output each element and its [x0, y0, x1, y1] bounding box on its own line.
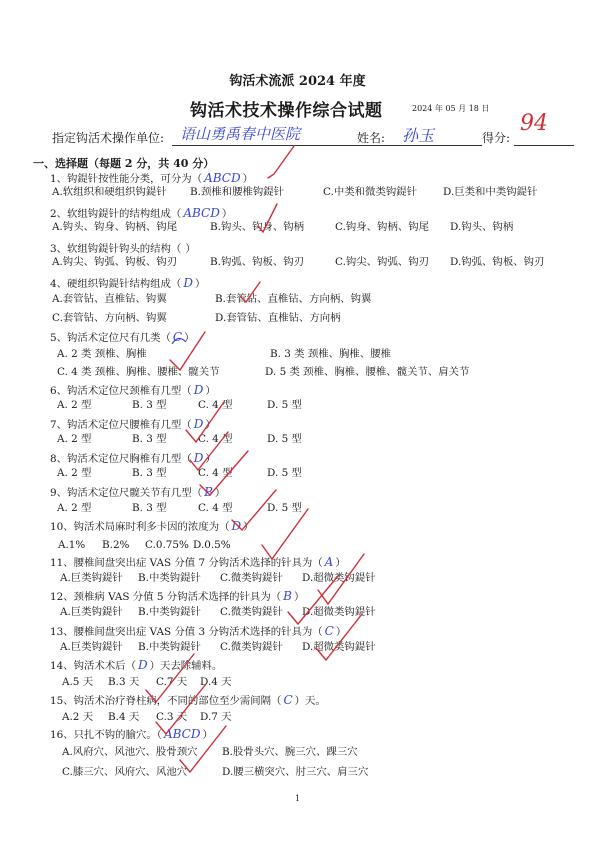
unit-handwritten: 语山勇禹春中医院 [180, 125, 301, 143]
answer-option: B. 3 类 颈椎、胸椎、腰椎 [270, 348, 391, 360]
handwritten-answer: B [283, 589, 292, 603]
answer-option: D. 5 型 [267, 502, 302, 514]
handwritten-answer: D [193, 417, 204, 431]
question-stem [50, 694, 326, 707]
answer-option: D.腰三横突穴、肘三穴、肩三穴 [222, 766, 369, 778]
question-stem [50, 520, 254, 533]
question-text: 10、钩活术局麻时利多卡因的浓度为（ [50, 521, 230, 533]
answer-option: B.股骨头穴、腕三穴、踝三穴 [222, 746, 358, 758]
answer-option: C.微类钩鍉针 [220, 572, 283, 584]
answer-option: C.膝三穴、风府穴、风池穴 [62, 766, 188, 778]
question-text: 2、软组钩鍉针的结构组成（ [50, 208, 182, 220]
answer-option: D.超微类钩鍉针 [302, 641, 376, 653]
answer-option: A.钩尖、钩弧、钩板、钩刃 [52, 256, 178, 268]
question-text: 12、颈椎病 VAS 分值 5 分钩活术选择的针具为（ [50, 591, 282, 603]
answer-option: C. 4 型 [198, 467, 233, 479]
handwritten-answer: A [324, 555, 334, 569]
question-stem [50, 590, 304, 603]
question-text: 8、钩活术定位尺胸椎有几型（ [50, 453, 192, 465]
section-title: 一、选择题（每题 2 分，共 40 分） [33, 157, 215, 170]
question-stem [50, 207, 232, 220]
question-text-end: ）天。 [294, 695, 326, 707]
answer-option: B.3 天 [108, 676, 140, 688]
answer-option: B. 3 型 [132, 467, 167, 479]
question-stem [50, 172, 253, 185]
question-text-end: ） [335, 557, 346, 569]
page-number: 1 [294, 794, 301, 803]
answer-option: D.套管钻、直椎钻、方向柄 [215, 312, 341, 324]
check-mark [262, 509, 308, 559]
answer-option: D.7 天 [200, 711, 232, 723]
question-text: 5、钩活术定位尺有几类（ [50, 332, 171, 344]
handwritten-answer: B [204, 485, 213, 499]
exam-date: 2024 年 05 月 18 日 [412, 104, 490, 113]
answer-option: C. 4 型 [198, 502, 233, 514]
answer-option: A. 2 型 [57, 502, 92, 514]
handwritten-answer: C [283, 693, 293, 707]
handwritten-answer: ABCD [163, 727, 201, 741]
answer-option: C.钩尖、钩弧、钩刃 [335, 256, 430, 268]
handwritten-answer: D [193, 451, 204, 465]
question-text: 7、钩活术定位尺腰椎有几型（ [50, 419, 192, 431]
answer-option: B.4 天 [108, 711, 140, 723]
name-label: 姓名: [357, 131, 386, 145]
question-text-end: ） [242, 173, 253, 185]
answer-option: A.1% [58, 539, 86, 551]
answer-option: A. 2 型 [57, 433, 92, 445]
question-stem [50, 277, 205, 290]
answer-option: D.超微类钩鍉针 [302, 606, 376, 618]
answer-option: C.微类钩鍉针 [220, 606, 283, 618]
answer-option: C.7 天 [156, 676, 188, 688]
answer-option: D.钩头、钩柄 [450, 221, 514, 233]
question-stem [50, 331, 195, 344]
answer-option: B. 3 型 [132, 433, 167, 445]
answer-option: C.钩身、钩柄、钩尾 [335, 221, 430, 233]
handwritten-answer: D [137, 658, 148, 672]
answer-option: B.中类钩鍉针 [138, 572, 201, 584]
handwritten-answer: ABCD [204, 171, 241, 185]
answer-option: D.超微类钩鍉针 [302, 572, 376, 584]
answer-option: A. 2 类 颈椎、胸椎 [57, 348, 147, 360]
answer-option: D.巨类和中类钩鍉针 [443, 186, 538, 198]
answer-option: A. 2 型 [57, 399, 92, 411]
name-handwritten: 孙玉 [402, 126, 435, 145]
question-stem [50, 384, 216, 397]
handwritten-answer [181, 241, 185, 255]
question-stem [50, 242, 196, 255]
handwritten-answer: ABCD [183, 206, 220, 220]
score-handwritten: 94 [520, 111, 548, 136]
question-stem [50, 659, 222, 672]
answer-option: B.2% [102, 539, 130, 551]
question-stem [50, 625, 346, 638]
question-stem [50, 556, 346, 569]
question-text-end: ） [243, 521, 254, 533]
answer-option: B.钩头、钩身、钩柄 [210, 221, 305, 233]
answer-option: C.套管钻、方向柄、钩翼 [52, 312, 167, 324]
answer-option: B.颈椎和腰椎钩鍉针 [190, 186, 285, 198]
question-text-end: ） [205, 419, 216, 431]
answer-option: C. 4 型 [198, 399, 233, 411]
question-text: 13、腰椎间盘突出症 VAS 分值 3 分钩活术选择的针具为（ [50, 626, 323, 638]
answer-option: B. 3 型 [132, 399, 167, 411]
answer-option: D. 5 类 颈椎、胸椎、腰椎、髋关节、肩关节 [265, 366, 470, 378]
question-text: 14、钩活术术后（ [50, 660, 136, 672]
answer-option: D.4 天 [200, 676, 232, 688]
answer-option: A.钩头、钩身、钩柄、钩尾 [52, 221, 178, 233]
exam-series-title: 钩活术流派 2024 年度 [229, 74, 366, 89]
answer-option: A.巨类钩鍉针 [60, 572, 123, 584]
answer-option: A.套管钻、直椎钻、钩翼 [52, 293, 167, 305]
answer-option: C.0.75% [145, 539, 189, 551]
answer-option: C.微类钩鍉针 [220, 641, 283, 653]
exam-title: 钩活术技术操作综合试题 [190, 101, 383, 121]
handwritten-answer: D [231, 519, 242, 533]
answer-option: A.巨类钩鍉针 [60, 606, 123, 618]
answer-option: B.钩弧、钩板、钩刃 [210, 256, 305, 268]
question-text: 6、钩活术定位尺颈椎有几型（ [50, 385, 192, 397]
question-text: 3、软组钩鍉针钩头的结构（ [50, 243, 182, 255]
handwritten-answer: D [193, 383, 204, 397]
question-text-end: ） [205, 385, 216, 397]
question-text: 1、钩鍉针按性能分类，可分为（ [50, 173, 203, 185]
answer-option: D. 5 型 [267, 467, 302, 479]
unit-label: 指定钩活术操作单位: [52, 131, 165, 145]
question-stem [50, 728, 213, 741]
question-stem [50, 418, 216, 431]
question-text-end: ） [221, 208, 233, 220]
answer-option: C.中类和微类钩鍉针 [323, 186, 418, 198]
answer-option: D. 5 型 [267, 399, 302, 411]
question-text: 9、钩活术定位尺髋关节有几型（ [50, 487, 203, 499]
score-label: 得分: [482, 131, 511, 145]
answer-option: A.巨类钩鍉针 [60, 641, 123, 653]
question-text-end: ） [202, 729, 213, 741]
question-text-end: ）天去除辅料。 [149, 660, 223, 672]
question-text-end: ） [293, 591, 305, 603]
question-text-end: ） [335, 626, 347, 638]
answer-option: A.5 天 [62, 676, 94, 688]
handwritten-answer: C [172, 330, 183, 344]
handwritten-answer: C [324, 624, 334, 638]
answer-option: C. 4 类 颈椎、胸椎、腰椎、髋关节 [57, 366, 220, 378]
answer-option: D.0.5% [193, 539, 231, 551]
answer-option: A. 2 型 [57, 467, 92, 479]
question-text: 16、只扎不钩的腧穴。（ [50, 729, 162, 741]
answer-option: D. 5 型 [267, 433, 302, 445]
answer-option: A.2 天 [62, 711, 94, 723]
answer-option: A.软组织和硬组织钩鍉针 [52, 186, 167, 198]
answer-option: C. 4 型 [198, 433, 233, 445]
handwritten-answer: D [183, 276, 193, 290]
question-text: 15、钩活术治疗脊柱病，不同的部位至少需间隔（ [50, 695, 282, 707]
answer-option: B.中类钩鍉针 [138, 641, 201, 653]
answer-option: A.风府穴、风池穴、股骨颈穴 [62, 746, 198, 758]
question-text: 11、腰椎间盘突出症 VAS 分值 7 分钩活术选择的针具为（ [50, 557, 323, 569]
question-stem [50, 452, 216, 465]
question-stem [50, 486, 225, 499]
question-text-end: ） [185, 243, 196, 255]
answer-option: C.3 天 [156, 711, 188, 723]
question-text-end: ） [214, 487, 226, 499]
question-text-end: ） [184, 332, 195, 344]
score-underline [514, 145, 574, 146]
answer-option: B.套管钻、直椎钻、方向柄、钩翼 [215, 293, 372, 305]
answer-option: B. 3 型 [132, 502, 167, 514]
answer-option: D.钩弧、钩板、钩刃 [450, 256, 545, 268]
question-text: 4、硬组织钩鍉针结构组成（ [50, 278, 182, 290]
answer-option: B.中类钩鍉针 [138, 606, 201, 618]
question-text-end: ） [205, 453, 216, 465]
question-text-end: ） [194, 278, 206, 290]
